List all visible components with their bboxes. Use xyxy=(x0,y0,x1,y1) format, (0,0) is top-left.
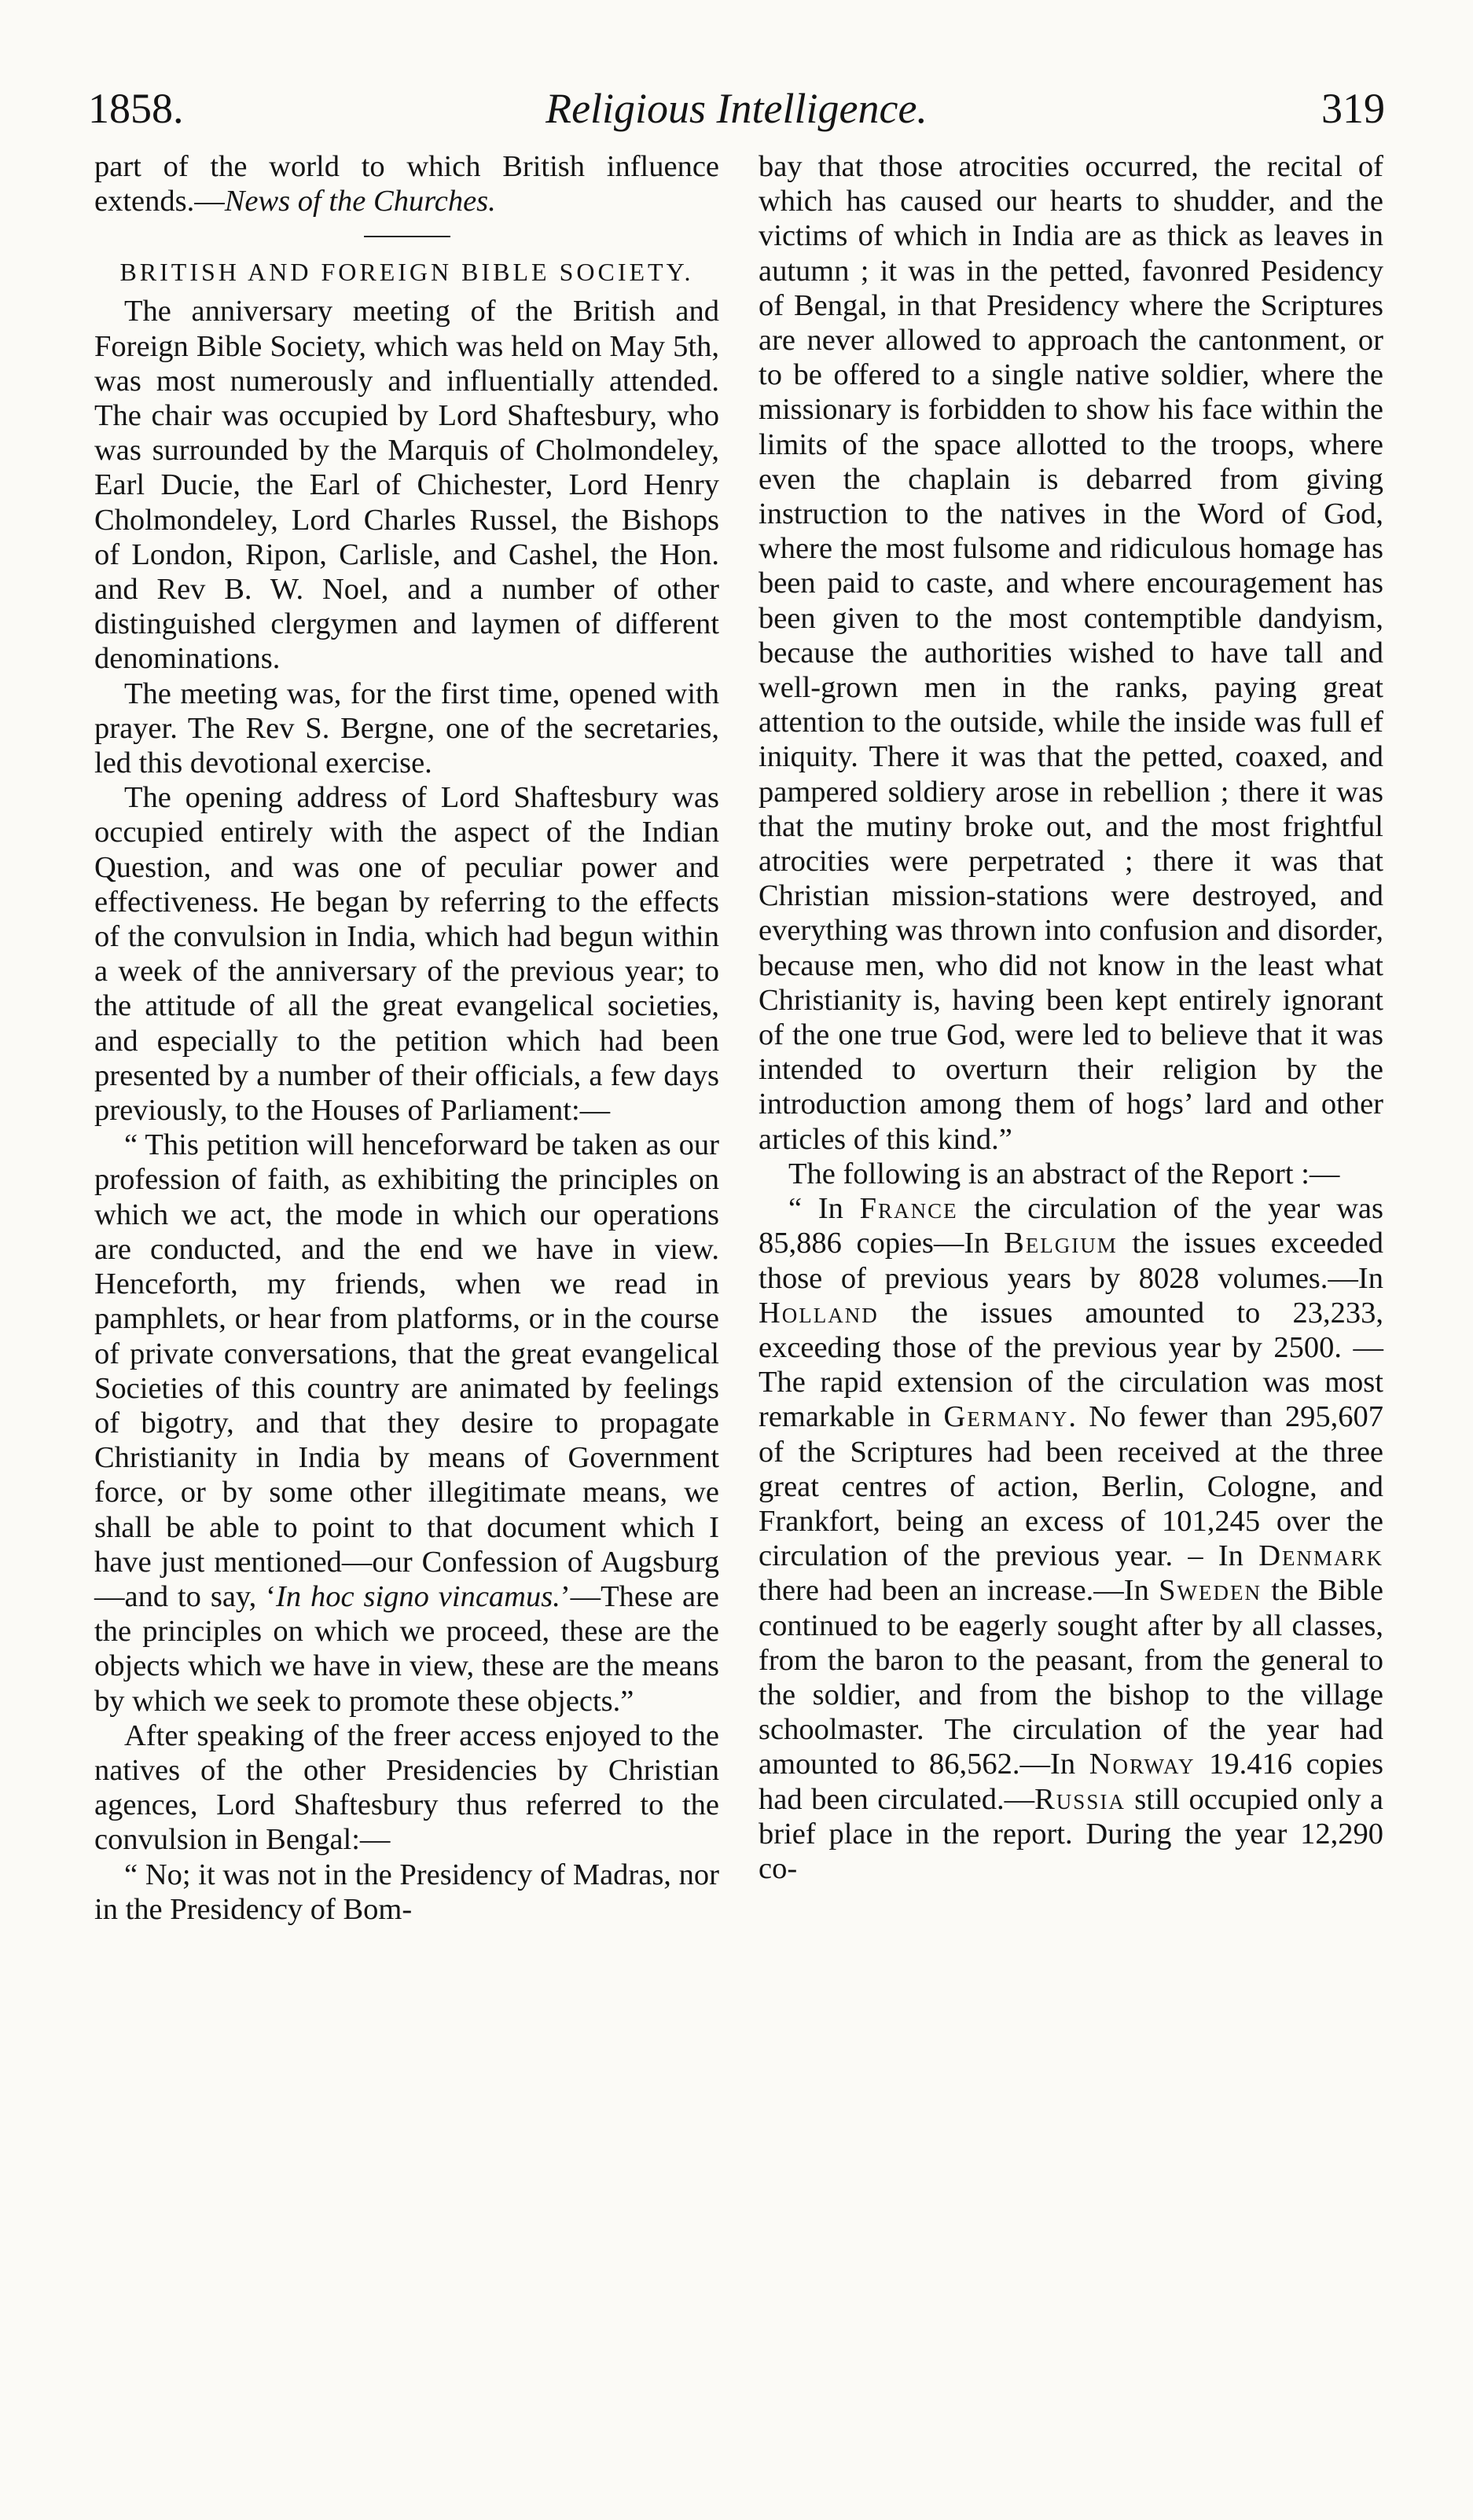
paragraph-report-abstract xyxy=(759,1191,1383,1886)
paragraph-bengal-quote-cont: bay that those atrocities occurred, the recital of which has caused our hearts to shudder, and the victims of which in India are as thick as leaves in autumn ; it was in the petted, favonred Pesidency of Bengal, in that Presidency where the Scriptures are never allowed to approach the cantonment, or to be offered to a single native soldier, where the missionary is forbidden to show his face within the limits of the space allotted to the troops, where even the chaplain is debarred from giving instruction to the natives in the Word of God, where the most fulsome and ridiculous homage has been paid to caste, and where encouragement has been given to the most contemptible dandyism, because the authorities wished to have tall and well-grown men in the ranks, paying great attention to the outside, while the inside was full ef iniquity. There it was that the petted, coaxed, and pampered soldiery arose in rebellion ; there it was that the mutiny broke out, and the most frightful atrocities were perpetrated ; there it was that Christian mission-stations were destroyed, and everything was thrown into confusion and disorder, because men, who did not know in the least what Christianity is, having been kept entirely ignorant of the one true God, were led to believe that it was intended to overturn their religion by the introduction among them of hogs’ lard and other articles of this kind.” xyxy=(759,150,1383,1156)
header-year: 1858. xyxy=(88,85,184,132)
paragraph-prayer: The meeting was, for the first time, opened with prayer. The Rev S. Bergne, one of the secretaries, led this devotional exercise. xyxy=(94,677,719,780)
country-russia: Russia xyxy=(1034,1782,1126,1816)
country-holland: Holland xyxy=(759,1296,879,1330)
carryover-paragraph xyxy=(94,149,719,218)
paragraph-petition-quote xyxy=(94,1128,719,1718)
country-belgium: Belgium xyxy=(1004,1227,1118,1260)
petition-text-end: ’—These are the principles on which we proceed, these are the objects which we have in view, these are the means by which we seek to promote these objects.” xyxy=(94,1579,719,1718)
paragraph-bengal-quote-start: “ No; it was not in the Presidency of Madras, nor in the Presidency of Bom- xyxy=(94,1858,719,1926)
report-text: still occupied only a brief place in the report. During the year 12,290 co- xyxy=(759,1782,1384,1885)
right-column xyxy=(759,149,1383,1886)
carryover-source: News of the Churches. xyxy=(224,185,496,218)
header-title: Religious Intelligence. xyxy=(545,85,928,132)
paragraph-anniversary: The anniversary meeting of the British and Foreign Bible Society, which was held on May 5th, was most numerously and influentially attended. The chair was occupied by Lord Shaftesbury, who was surrounded by the Marquis of Cholmondeley, Earl Ducie, the Earl of Chichester, Lord Henry Cholmondeley, Lord Charles Russel, the Bishops of London, Ripon, Carlisle, and Cashel, the Hon. and Rev B. W. Noel, and a number of other distinguished clergymen and laymen of different denominations. xyxy=(94,295,719,676)
section-heading: BRITISH AND FOREIGN BIBLE SOCIETY. xyxy=(119,258,694,287)
report-text: there had been an increase.—In xyxy=(759,1574,1159,1608)
report-text: the Bible continued to be eagerly sought after by all classes, from the baron to the peasant, from the general to the soldier, and from the bishop to the village schoolmaster. The circulation of the year had amounted to 86,562.—In xyxy=(759,1574,1383,1781)
country-norway: Norway xyxy=(1089,1748,1196,1781)
report-text: the issues amounted to 23,233, exceeding those of the previous year by 2500. —The rapid extension of the circulation was most remarkable in xyxy=(759,1296,1383,1434)
paragraph-report-intro: The following is an abstract of the Report :— xyxy=(788,1157,1340,1190)
page-number: 319 xyxy=(1321,85,1385,132)
country-france: France xyxy=(859,1192,958,1226)
country-denmark: Denmark xyxy=(1258,1539,1383,1573)
report-text: the circulation of the year was 85,886 copies—In xyxy=(759,1192,1383,1260)
latin-motto: In hoc signo vincamus. xyxy=(276,1579,560,1613)
paragraph-opening-address: The opening address of Lord Shaftesbury was occupied entirely with the aspect of the Indian Question, and was one of peculiar power and effectiveness. He began by referring to the effects of the convulsion in India, which had begun within a week of the anniversary of the previous year; to the attitude of all the great evangelical societies, and especially to the petition which had been presented by a number of their officials, a few days previously, to the Houses of Parliament:— xyxy=(94,781,719,1128)
country-germany: Germany xyxy=(943,1400,1069,1434)
country-sweden: Sweden xyxy=(1159,1574,1262,1608)
running-header xyxy=(88,79,1385,138)
report-text: the issues exceeded those of previous years by 8028 volumes.—In xyxy=(759,1227,1383,1295)
report-text: “ In xyxy=(788,1192,860,1226)
left-column xyxy=(94,149,719,1927)
petition-text: “ This petition will henceforward be taken as our profession of faith, as exhibiting the principles on which we act, the mode in which our operations are conducted, and the end we have in view. Henceforth, my friends, when we read in pamphlets, or hear from platforms, or in the course of private conversations, that the great evangelical Societies of this country are animated by feelings of bigotry, and that they desire to propagate Christianity in India by means of Government force, or by some other illegitimate means, we shall be able to point to that document which I have just mentioned—our Confession of Augsburg—and to say, ‘ xyxy=(94,1128,719,1613)
paragraph-presidencies: After speaking of the freer access enjoyed to the natives of the other Presidencies by Christian agences, Lord Shaftesbury thus referred to the convulsion in Bengal:— xyxy=(94,1719,719,1857)
section-divider xyxy=(364,236,450,237)
report-text: 19.416 copies had been circulated.— xyxy=(759,1748,1383,1816)
carryover-text: part of the world to which British influence extends.— xyxy=(94,150,719,218)
report-text: . No fewer than 295,607 of the Scriptures had been received at the three great centres of action, Berlin, Cologne, and Frankfort, being an excess of 101,245 over the circulation of the previous year. – In xyxy=(759,1400,1383,1573)
